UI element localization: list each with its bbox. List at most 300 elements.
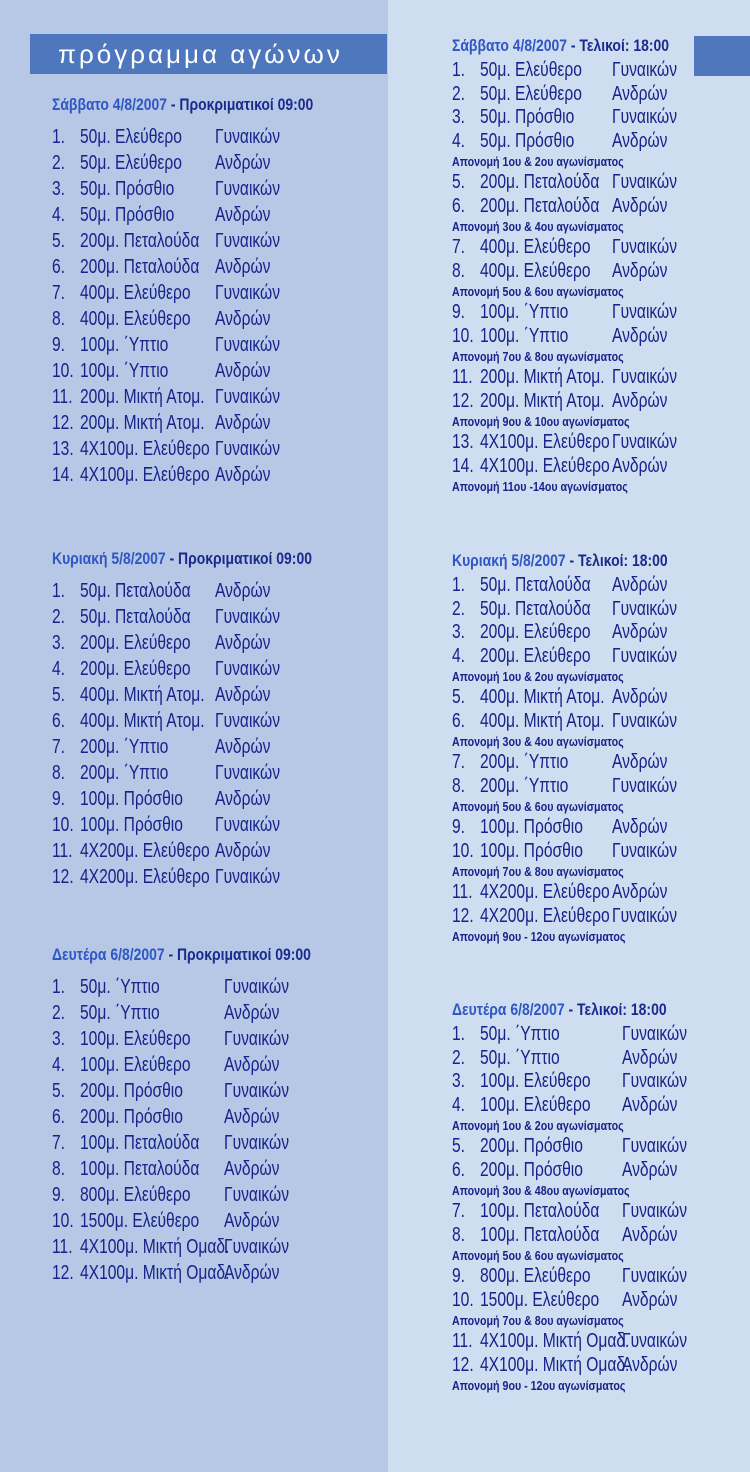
event-category: Ανδρών xyxy=(224,1262,280,1284)
event-number: 2. xyxy=(452,1046,466,1069)
event-row xyxy=(52,1156,382,1182)
event-number: 9. xyxy=(52,788,66,810)
page-title: πρόγραμμα αγώνων xyxy=(58,39,343,69)
event-category: Ανδρών xyxy=(215,684,271,706)
event-row xyxy=(452,1094,748,1118)
event-row xyxy=(452,236,748,260)
event-row xyxy=(452,621,748,645)
event-row xyxy=(52,630,382,656)
event-number: 12. xyxy=(452,904,474,927)
event-name: 400μ. Μικτή Ατομ. xyxy=(480,686,605,708)
event-category: Γυναικών xyxy=(622,1200,688,1222)
event-name: 800μ. Ελεύθερο xyxy=(80,1184,191,1206)
section-session: Τελικοί: 18:00 xyxy=(578,551,668,570)
event-number: 6. xyxy=(52,710,66,732)
event-row xyxy=(52,1000,382,1026)
event-row xyxy=(52,1260,382,1286)
event-name: 4Χ100μ. Μικτή Ομαδ. xyxy=(80,1262,230,1284)
event-row xyxy=(52,462,382,488)
event-number: 2. xyxy=(452,82,466,105)
event-number: 7. xyxy=(452,236,466,258)
event-row xyxy=(452,1159,748,1183)
section-separator: - xyxy=(164,945,177,964)
event-category: Γυναικών xyxy=(215,334,281,356)
event-name: 4Χ100μ. Ελεύθερο xyxy=(480,431,610,453)
section-day: Κυριακή 5/8/2007 xyxy=(452,551,566,570)
event-category: Γυναικών xyxy=(224,1080,290,1102)
event-number: 11. xyxy=(52,840,73,862)
event-number: 10. xyxy=(452,324,474,347)
event-name: 4Χ100μ. Μικτή Ομαδ. xyxy=(480,1353,630,1376)
event-row xyxy=(452,1135,748,1159)
event-name: 200μ. Μικτή Ατομ. xyxy=(480,366,605,388)
event-number: 7. xyxy=(452,1200,466,1222)
event-category: Γυναικών xyxy=(612,106,678,128)
event-number: 5. xyxy=(452,1135,466,1157)
event-number: 11. xyxy=(452,1330,473,1352)
event-number: 5. xyxy=(52,684,66,706)
event-name: 400μ. Ελεύθερο xyxy=(80,308,191,330)
section-day: Δευτέρα 6/8/2007 xyxy=(452,1000,565,1019)
event-name: 4Χ200μ. Ελεύθερο xyxy=(480,904,610,927)
event-category: Γυναικών xyxy=(215,866,281,888)
event-number: 6. xyxy=(52,256,66,278)
finals-section xyxy=(452,548,748,946)
event-number: 6. xyxy=(452,194,466,217)
event-category: Γυναικών xyxy=(612,431,678,453)
event-name: 4Χ100μ. Ελεύθερο xyxy=(80,438,210,460)
event-name: 200μ. Μικτή Ατομ. xyxy=(480,389,605,412)
section-session: Τελικοί: 18:00 xyxy=(576,1000,667,1019)
heats-section xyxy=(52,92,382,488)
event-name: 200μ. Ελεύθερο xyxy=(480,621,591,643)
event-name: 4Χ100μ. Ελεύθερο xyxy=(80,464,210,486)
event-number: 4. xyxy=(452,644,466,667)
award-ceremony-note: Απονομή 3ου & 4ου αγωνίσματος xyxy=(452,734,624,749)
event-name: 200μ. Πεταλούδα xyxy=(80,256,200,278)
event-category: Γυναικών xyxy=(215,658,281,680)
event-row xyxy=(452,83,748,107)
event-category: Ανδρών xyxy=(622,1223,678,1246)
event-number: 14. xyxy=(452,454,474,477)
event-number: 8. xyxy=(452,774,466,797)
event-name: 100μ. Πρόσθιο xyxy=(480,839,583,862)
event-name: 100μ. ΄Υπτιο xyxy=(80,334,169,356)
event-category: Ανδρών xyxy=(612,194,668,217)
award-ceremony-note: Απονομή 3ου & 48ου αγωνίσματος xyxy=(452,1183,630,1198)
event-row xyxy=(52,254,382,280)
event-row xyxy=(52,1182,382,1208)
event-number: 6. xyxy=(52,1106,66,1128)
event-category: Ανδρών xyxy=(612,751,668,773)
event-name: 100μ. Πρόσθιο xyxy=(80,788,183,810)
event-number: 6. xyxy=(452,709,466,732)
event-name: 200μ. Πρόσθιο xyxy=(80,1106,183,1128)
event-category: Ανδρών xyxy=(215,152,271,174)
event-category: Ανδρών xyxy=(622,1288,678,1311)
award-ceremony-note: Απονομή 7ου & 8ου αγωνίσματος xyxy=(452,349,624,364)
event-number: 2. xyxy=(52,1002,66,1024)
event-name: 50μ. Πεταλούδα xyxy=(80,580,191,602)
award-ceremony-note: Απονομή 9ου - 12ου αγωνίσματος xyxy=(452,929,626,944)
event-number: 9. xyxy=(52,334,66,356)
event-number: 9. xyxy=(452,301,466,323)
event-number: 9. xyxy=(452,1265,466,1287)
event-row xyxy=(52,864,382,890)
event-number: 4. xyxy=(52,658,66,680)
event-row xyxy=(52,358,382,384)
event-row xyxy=(52,150,382,176)
event-row xyxy=(452,645,748,669)
event-category: Ανδρών xyxy=(612,324,668,347)
event-name: 4Χ100μ. Ελεύθερο xyxy=(480,454,610,477)
event-number: 7. xyxy=(52,736,66,758)
event-number: 8. xyxy=(52,1158,66,1180)
event-number: 1. xyxy=(452,59,466,81)
event-category: Γυναικών xyxy=(622,1265,688,1287)
event-row xyxy=(52,384,382,410)
event-category: Ανδρών xyxy=(622,1158,678,1181)
event-category: Γυναικών xyxy=(612,709,678,732)
event-name: 4Χ200μ. Ελεύθερο xyxy=(80,866,210,888)
event-category: Ανδρών xyxy=(215,308,271,330)
event-row xyxy=(52,202,382,228)
event-row xyxy=(452,840,748,864)
event-number: 1. xyxy=(52,976,66,998)
section-day: Κυριακή 5/8/2007 xyxy=(52,549,166,568)
event-row xyxy=(52,436,382,462)
event-row xyxy=(452,260,748,284)
event-name: 200μ. Μικτή Ατομ. xyxy=(80,386,205,408)
event-category: Γυναικών xyxy=(612,59,678,81)
event-row xyxy=(52,1104,382,1130)
section-day: Δευτέρα 6/8/2007 xyxy=(52,945,165,964)
event-name: 4Χ100μ. Μικτή Ομαδ. xyxy=(480,1330,630,1352)
event-name: 100μ. Πεταλούδα xyxy=(80,1158,200,1180)
section-heading xyxy=(52,942,323,968)
award-ceremony-note: Απονομή 9ου & 10ου αγωνίσματος xyxy=(452,414,630,429)
event-name: 100μ. Πρόσθιο xyxy=(480,816,583,838)
section-day: Σάββατο 4/8/2007 xyxy=(52,95,168,114)
heats-section xyxy=(52,942,382,1286)
event-number: 12. xyxy=(452,1353,474,1376)
event-number: 13. xyxy=(52,438,74,460)
event-number: 11. xyxy=(452,881,473,903)
event-number: 13. xyxy=(452,431,474,453)
event-category: Γυναικών xyxy=(224,1028,290,1050)
event-row xyxy=(52,578,382,604)
event-number: 14. xyxy=(52,464,74,486)
event-number: 5. xyxy=(52,230,66,252)
event-category: Γυναικών xyxy=(622,1023,688,1045)
award-ceremony-note: Απονομή 1ου & 2ου αγωνίσματος xyxy=(452,154,624,169)
event-category: Γυναικών xyxy=(224,1184,290,1206)
event-number: 3. xyxy=(52,178,66,200)
event-row xyxy=(452,1354,748,1378)
event-category: Γυναικών xyxy=(612,644,678,667)
event-number: 1. xyxy=(452,574,466,596)
event-name: 50μ. Πρόσθιο xyxy=(480,129,575,152)
event-name: 400μ. Μικτή Ατομ. xyxy=(80,710,205,732)
event-number: 5. xyxy=(452,171,466,193)
section-heading xyxy=(452,548,695,574)
event-row xyxy=(452,195,748,219)
award-ceremony-note: Απονομή 3ου & 4ου αγωνίσματος xyxy=(452,219,624,234)
event-category: Ανδρών xyxy=(224,1106,280,1128)
event-category: Γυναικών xyxy=(612,171,678,193)
event-number: 4. xyxy=(452,1093,466,1116)
event-name: 200μ. Πεταλούδα xyxy=(480,171,600,193)
event-row xyxy=(452,905,748,929)
section-separator: - xyxy=(564,1000,577,1019)
event-number: 4. xyxy=(452,129,466,152)
section-session: Προκριματικοί 09:00 xyxy=(176,945,311,964)
event-number: 12. xyxy=(52,1262,74,1284)
event-row xyxy=(52,786,382,812)
event-row xyxy=(52,1208,382,1234)
event-row xyxy=(452,130,748,154)
event-category: Ανδρών xyxy=(612,881,668,903)
event-row xyxy=(52,280,382,306)
event-row xyxy=(52,1130,382,1156)
event-number: 10. xyxy=(52,1210,74,1232)
event-name: 200μ. Πεταλούδα xyxy=(80,230,200,252)
section-separator: - xyxy=(565,551,579,570)
event-category: Ανδρών xyxy=(215,736,271,758)
event-row xyxy=(52,124,382,150)
event-category: Γυναικών xyxy=(622,1070,688,1092)
event-row xyxy=(452,325,748,349)
event-category: Ανδρών xyxy=(612,259,668,282)
event-row xyxy=(52,176,382,202)
event-name: 50μ. ΄Υπτιο xyxy=(480,1023,560,1045)
event-row xyxy=(452,390,748,414)
award-ceremony-note: Απονομή 7ου & 8ου αγωνίσματος xyxy=(452,864,624,879)
event-category: Ανδρών xyxy=(612,621,668,643)
event-number: 8. xyxy=(52,308,66,330)
event-row xyxy=(52,760,382,786)
event-category: Γυναικών xyxy=(224,1236,290,1258)
event-number: 12. xyxy=(52,866,74,888)
event-category: Γυναικών xyxy=(224,1132,290,1154)
event-name: 100μ. Ελεύθερο xyxy=(80,1028,191,1050)
event-category: Ανδρών xyxy=(612,82,668,105)
section-separator: - xyxy=(165,549,179,568)
award-ceremony-note: Απονομή 7ου & 8ου αγωνίσματος xyxy=(452,1313,624,1328)
event-category: Γυναικών xyxy=(215,814,281,836)
event-number: 8. xyxy=(452,1223,466,1246)
event-name: 100μ. ΄Υπτιο xyxy=(80,360,169,382)
event-name: 200μ. Πεταλούδα xyxy=(480,194,600,217)
event-number: 2. xyxy=(452,597,466,620)
event-name: 200μ. ΄Υπτιο xyxy=(480,774,569,797)
event-name: 50μ. Πεταλούδα xyxy=(480,597,591,620)
event-name: 100μ. Ελεύθερο xyxy=(480,1093,591,1116)
event-name: 50μ. Ελεύθερο xyxy=(80,152,182,174)
event-number: 11. xyxy=(52,1236,73,1258)
event-category: Γυναικών xyxy=(612,366,678,388)
event-row xyxy=(452,1289,748,1313)
event-row xyxy=(452,106,748,130)
event-name: 200μ. Ελεύθερο xyxy=(480,644,591,667)
event-name: 4Χ200μ. Ελεύθερο xyxy=(480,881,610,903)
event-name: 4Χ100μ. Μικτή Ομαδ. xyxy=(80,1236,230,1258)
section-heading xyxy=(52,546,323,572)
event-category: Γυναικών xyxy=(612,301,678,323)
event-row xyxy=(52,1052,382,1078)
event-name: 400μ. Μικτή Ατομ. xyxy=(80,684,205,706)
event-name: 100μ. Ελεύθερο xyxy=(80,1054,191,1076)
event-number: 7. xyxy=(52,1132,66,1154)
event-category: Ανδρών xyxy=(215,840,271,862)
event-number: 6. xyxy=(452,1158,466,1181)
event-category: Γυναικών xyxy=(612,236,678,258)
event-name: 200μ. Ελεύθερο xyxy=(80,658,191,680)
event-name: 200μ. Πρόσθιο xyxy=(480,1158,583,1181)
section-session: Τελικοί: 18:00 xyxy=(579,36,669,55)
event-name: 200μ. ΄Υπτιο xyxy=(480,751,569,773)
event-name: 200μ. Ελεύθερο xyxy=(80,632,191,654)
section-separator: - xyxy=(567,36,580,55)
event-category: Γυναικών xyxy=(215,178,281,200)
event-row xyxy=(52,306,382,332)
event-row xyxy=(452,1224,748,1248)
event-category: Ανδρών xyxy=(224,1210,280,1232)
event-number: 3. xyxy=(52,632,66,654)
section-heading xyxy=(452,33,695,59)
event-row xyxy=(452,366,748,390)
event-category: Γυναικών xyxy=(215,230,281,252)
event-row xyxy=(452,455,748,479)
event-name: 200μ. Πρόσθιο xyxy=(480,1135,583,1157)
event-name: 50μ. Ελεύθερο xyxy=(480,82,582,105)
event-category: Ανδρών xyxy=(612,129,668,152)
award-ceremony-note: Απονομή 1ου & 2ου αγωνίσματος xyxy=(452,669,624,684)
event-name: 100μ. ΄Υπτιο xyxy=(480,301,569,323)
event-number: 5. xyxy=(52,1080,66,1102)
section-session: Προκριματικοί 09:00 xyxy=(178,549,312,568)
event-category: Γυναικών xyxy=(612,774,678,797)
event-number: 4. xyxy=(52,204,66,226)
event-name: 800μ. Ελεύθερο xyxy=(480,1265,591,1287)
award-ceremony-note: Απονομή 11ου -14ου αγωνίσματος xyxy=(452,479,628,494)
event-row xyxy=(452,751,748,775)
event-name: 400μ. Ελεύθερο xyxy=(80,282,191,304)
event-row xyxy=(52,228,382,254)
event-row xyxy=(52,838,382,864)
event-category: Ανδρών xyxy=(224,1158,280,1180)
event-name: 400μ. Μικτή Ατομ. xyxy=(480,709,605,732)
event-row xyxy=(452,775,748,799)
award-ceremony-note: Απονομή 1ου & 2ου αγωνίσματος xyxy=(452,1118,624,1133)
event-number: 3. xyxy=(452,621,466,643)
event-number: 7. xyxy=(452,751,466,773)
event-category: Ανδρών xyxy=(215,360,271,382)
event-name: 100μ. Πεταλούδα xyxy=(480,1200,600,1222)
event-number: 3. xyxy=(52,1028,66,1050)
event-name: 100μ. Ελεύθερο xyxy=(480,1070,591,1092)
event-name: 100μ. Πεταλούδα xyxy=(80,1132,200,1154)
event-name: 4Χ200μ. Ελεύθερο xyxy=(80,840,210,862)
event-category: Γυναικών xyxy=(215,282,281,304)
finals-section xyxy=(452,997,748,1395)
event-number: 1. xyxy=(52,126,66,148)
event-name: 100μ. Πρόσθιο xyxy=(80,814,183,836)
section-day: Σάββατο 4/8/2007 xyxy=(452,36,568,55)
event-number: 12. xyxy=(52,412,74,434)
event-number: 11. xyxy=(52,386,73,408)
event-number: 3. xyxy=(452,106,466,128)
event-category: Γυναικών xyxy=(612,597,678,620)
event-row xyxy=(452,171,748,195)
event-category: Ανδρών xyxy=(215,464,271,486)
event-category: Ανδρών xyxy=(215,580,271,602)
event-row xyxy=(452,1023,748,1047)
event-row xyxy=(52,1026,382,1052)
event-category: Ανδρών xyxy=(612,686,668,708)
event-row xyxy=(452,59,748,83)
award-ceremony-note: Απονομή 5ου & 6ου αγωνίσματος xyxy=(452,799,624,814)
event-row xyxy=(52,1078,382,1104)
event-row xyxy=(452,431,748,455)
event-row xyxy=(52,1234,382,1260)
event-row xyxy=(452,598,748,622)
event-name: 50μ. Ελεύθερο xyxy=(80,126,182,148)
event-row xyxy=(452,816,748,840)
event-name: 200μ. Μικτή Ατομ. xyxy=(80,412,205,434)
event-category: Γυναικών xyxy=(215,126,281,148)
event-number: 8. xyxy=(52,762,66,784)
event-number: 7. xyxy=(52,282,66,304)
event-row xyxy=(52,332,382,358)
event-number: 2. xyxy=(52,606,66,628)
event-category: Γυναικών xyxy=(622,1330,688,1352)
event-row xyxy=(52,656,382,682)
event-name: 50μ. ΄Υπτιο xyxy=(480,1046,560,1069)
section-heading xyxy=(52,92,323,118)
event-name: 1500μ. Ελεύθερο xyxy=(80,1210,200,1232)
event-row xyxy=(452,686,748,710)
event-number: 5. xyxy=(452,686,466,708)
event-name: 400μ. Ελεύθερο xyxy=(480,236,591,258)
event-row xyxy=(52,812,382,838)
event-category: Γυναικών xyxy=(612,839,678,862)
event-number: 3. xyxy=(452,1070,466,1092)
event-category: Γυναικών xyxy=(215,762,281,784)
event-name: 50μ. Πεταλούδα xyxy=(80,606,191,628)
event-name: 50μ. Πρόσθιο xyxy=(80,178,175,200)
event-category: Ανδρών xyxy=(215,256,271,278)
event-number: 9. xyxy=(52,1184,66,1206)
event-name: 100μ. Πεταλούδα xyxy=(480,1223,600,1246)
event-row xyxy=(52,974,382,1000)
event-number: 10. xyxy=(52,814,74,836)
event-category: Γυναικών xyxy=(215,710,281,732)
event-number: 12. xyxy=(452,389,474,412)
event-name: 1500μ. Ελεύθερο xyxy=(480,1288,600,1311)
event-row xyxy=(452,301,748,325)
award-ceremony-note: Απονομή 9ου - 12ου αγωνίσματος xyxy=(452,1378,626,1393)
event-row xyxy=(452,1265,748,1289)
event-name: 50μ. ΄Υπτιο xyxy=(80,1002,160,1024)
event-number: 8. xyxy=(452,259,466,282)
event-number: 10. xyxy=(452,839,474,862)
event-row xyxy=(452,881,748,905)
event-name: 100μ. ΄Υπτιο xyxy=(480,324,569,347)
finals-section xyxy=(452,33,748,496)
event-row xyxy=(452,1200,748,1224)
event-number: 2. xyxy=(52,152,66,174)
